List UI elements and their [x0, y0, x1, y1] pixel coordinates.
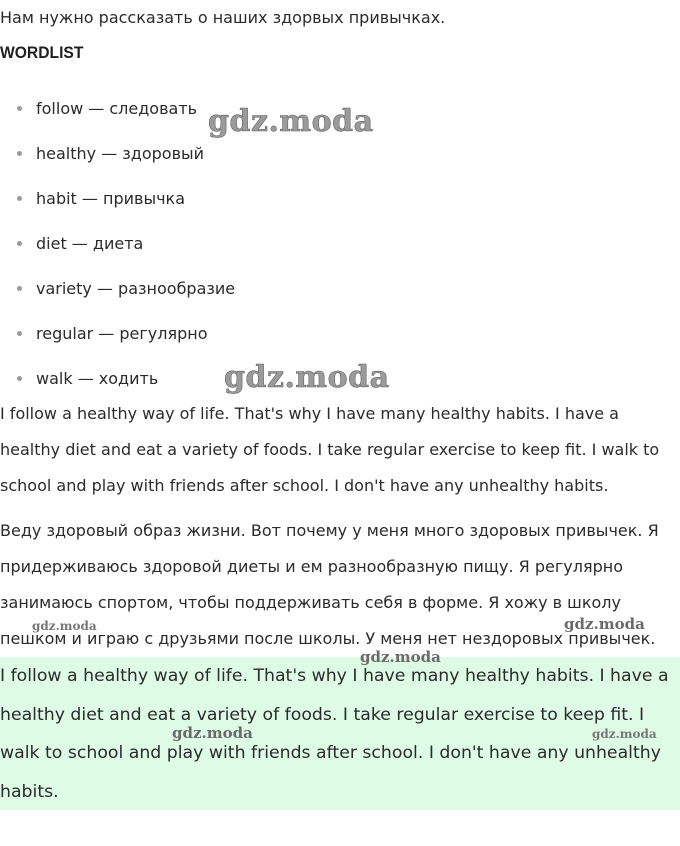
bullet-icon	[17, 331, 22, 336]
answer-paragraph: I follow a healthy way of life. That's why I have many healthy habits. I have a healthy diet and eat a variety of foods. I take regular exercise to keep fit. I walk to school and play with friends after school. I don't have any unhealthy habits.	[0, 666, 669, 802]
wordlist-entry: diet — диета	[36, 234, 144, 253]
wordlist-entry: variety — разнообразие	[36, 279, 236, 298]
list-item	[0, 266, 235, 311]
english-paragraph: I follow a healthy way of life. That's why I have many healthy habits. I have a healthy diet and eat a variety of foods. I take regular exercise to keep fit. I walk to school and play with friends after school. I don't have any unhealthy habits.	[0, 404, 660, 495]
list-item	[0, 221, 235, 266]
watermark-logo: gdz.moda	[564, 615, 645, 633]
list-item	[0, 86, 235, 131]
bullet-icon	[17, 151, 22, 156]
wordlist-entry: habit — привычка	[36, 189, 185, 208]
russian-paragraph: Веду здоровый образ жизни. Вот почему у меня много здоровых привычек. Я придерживаюсь здоровой диеты и ем разнообразную пищу. Я регулярно занимаюсь спортом, чтобы поддерживать себя в форме. Я хожу в школу пешком и играю с друзьями после школы. У меня нет нездоровых привычек.	[0, 521, 659, 648]
wordlist-entry: follow — следовать	[36, 99, 198, 118]
watermark-logo: gdz.moda	[208, 104, 374, 139]
list-item	[0, 131, 235, 176]
bullet-icon	[17, 196, 22, 201]
wordlist-heading: WORDLIST	[0, 43, 84, 62]
watermark-logo: gdz.moda	[32, 619, 97, 633]
wordlist-entry: regular — регулярно	[36, 324, 208, 343]
list-item	[0, 311, 235, 356]
wordlist-entry: healthy — здоровый	[36, 144, 205, 163]
bullet-icon	[17, 286, 22, 291]
wordlist	[0, 86, 235, 401]
list-item	[0, 356, 235, 401]
watermark-logo: gdz.moda	[592, 727, 657, 741]
wordlist-entry: walk — ходить	[36, 369, 159, 388]
list-item	[0, 176, 235, 221]
intro-text: Нам нужно рассказать о наших здорвых привычках.	[0, 8, 446, 27]
watermark-logo: gdz.moda	[172, 724, 253, 742]
watermark-logo: gdz.moda	[224, 360, 390, 395]
bullet-icon	[17, 106, 22, 111]
bullet-icon	[17, 376, 22, 381]
bullet-icon	[17, 241, 22, 246]
answer-block	[0, 657, 680, 810]
watermark-logo: gdz.moda	[360, 648, 441, 666]
